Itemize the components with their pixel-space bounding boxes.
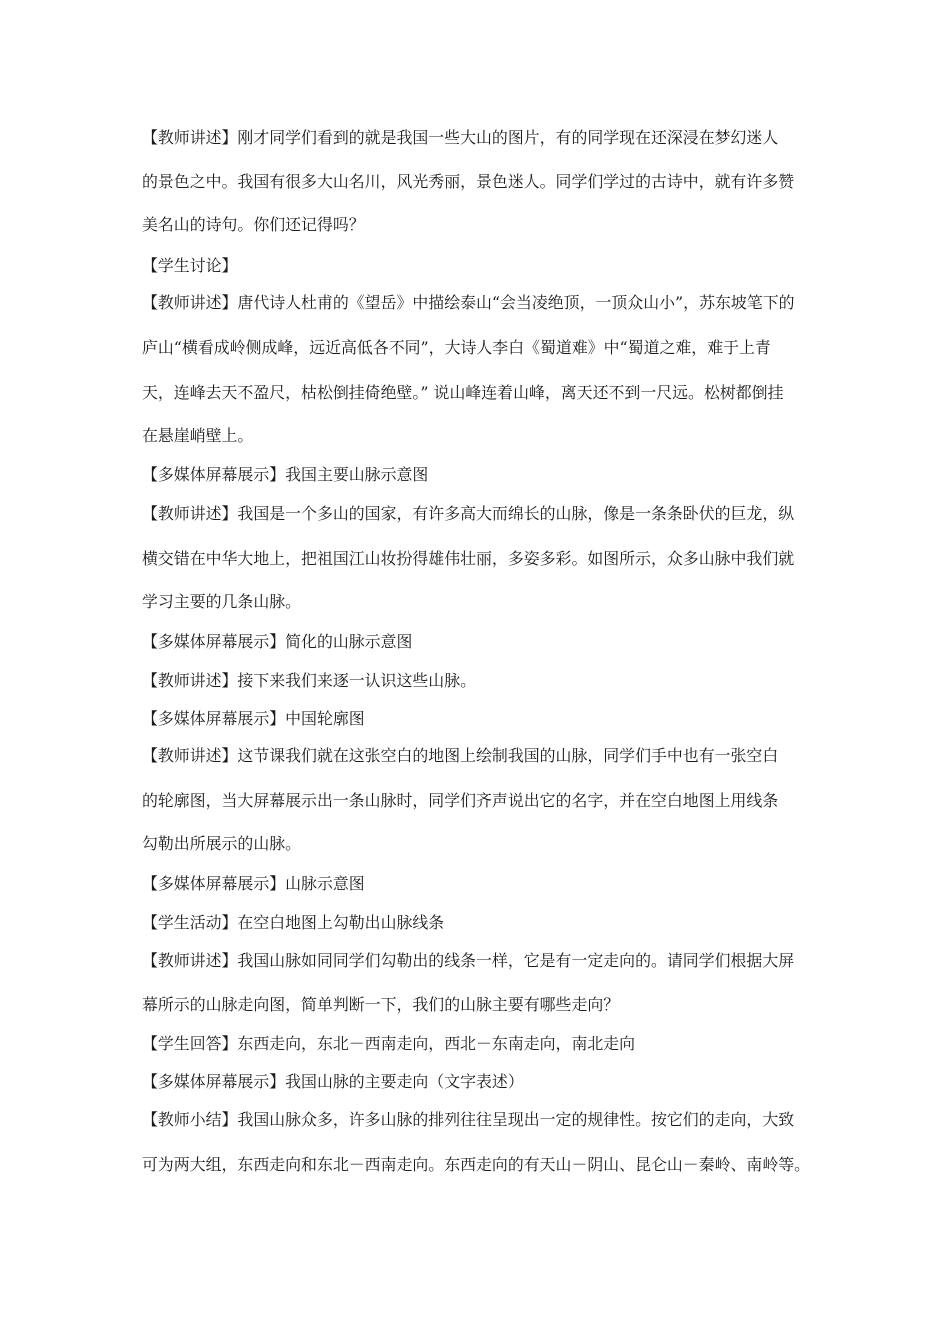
text-line: 【教师小结】我国山脉众多，许多山脉的排列往往呈现出一定的规律性。按它们的走向，大致: [142, 1110, 795, 1129]
text-line: 【教师讲述】我国是一个多山的国家，有许多高大而绵长的山脉，像是一条条卧伏的巨龙，纵: [142, 504, 795, 523]
text-line: 【多媒体屏幕展示】简化的山脉示意图: [142, 632, 413, 651]
text-line: 【教师讲述】接下来我们来逐一认识这些山脉。: [142, 671, 477, 690]
text-line: 【教师讲述】我国山脉如同同学们勾勒出的线条一样，它是有一定走向的。请同学们根据大屏: [142, 951, 795, 970]
text-line: 【教师讲述】这节课我们就在这张空白的地图上绘制我国的山脉，同学们手中也有一张空白: [142, 746, 779, 765]
text-line: 天，连峰去天不盈尺，枯松倒挂倚绝壁。” 说山峰连着山峰，离天还不到一尺远。松树都倒挂: [142, 383, 784, 402]
text-line: 学习主要的几条山脉。: [142, 592, 302, 611]
text-line: 的轮廓图，当大屏幕展示出一条山脉时，同学们齐声说出它的名字，并在空白地图上用线条: [142, 791, 779, 810]
text-line: 横交错在中华大地上，把祖国江山妆扮得雄伟壮丽，多姿多彩。如图所示，众多山脉中我们就: [142, 549, 795, 568]
text-line: 在悬崖峭壁上。: [142, 426, 254, 445]
text-line: 【教师讲述】刚才同学们看到的就是我国一些大山的图片，有的同学现在还深浸在梦幻迷人: [142, 128, 779, 147]
text-line: 【教师讲述】唐代诗人杜甫的《望岳》中描绘泰山“会当凌绝顶，一顶众山小”，苏东坡笔下的: [142, 293, 795, 312]
text-line: 幕所示的山脉走向图，简单判断一下，我们的山脉主要有哪些走向？: [142, 995, 620, 1014]
text-line: 【学生活动】在空白地图上勾勒出山脉线条: [142, 913, 445, 932]
text-line: 的景色之中。我国有很多大山名川，风光秀丽，景色迷人。同学们学过的古诗中，就有许多赞: [142, 172, 795, 191]
text-line: 美名山的诗句。你们还记得吗？: [142, 215, 365, 234]
text-line: 【学生回答】东西走向，东北－西南走向，西北－东南走向，南北走向: [142, 1034, 636, 1053]
text-line: 【学生讨论】: [142, 256, 238, 275]
text-line: 勾勒出所展示的山脉。: [142, 834, 302, 853]
text-line: 【多媒体屏幕展示】我国山脉的主要走向（文字表述）: [142, 1072, 524, 1091]
text-line: 【多媒体屏幕展示】山脉示意图: [142, 874, 365, 893]
text-line: 可为两大组，东西走向和东北－西南走向。东西走向的有天山－阴山、昆仑山－秦岭、南岭等。: [142, 1155, 811, 1174]
text-line: 【多媒体屏幕展示】我国主要山脉示意图: [142, 465, 429, 484]
text-line: 【多媒体屏幕展示】中国轮廓图: [142, 709, 365, 728]
text-line: 庐山“横看成岭侧成峰，远近高低各不同”，大诗人李白《蜀道难》中“蜀道之难，难于上青: [142, 338, 771, 357]
